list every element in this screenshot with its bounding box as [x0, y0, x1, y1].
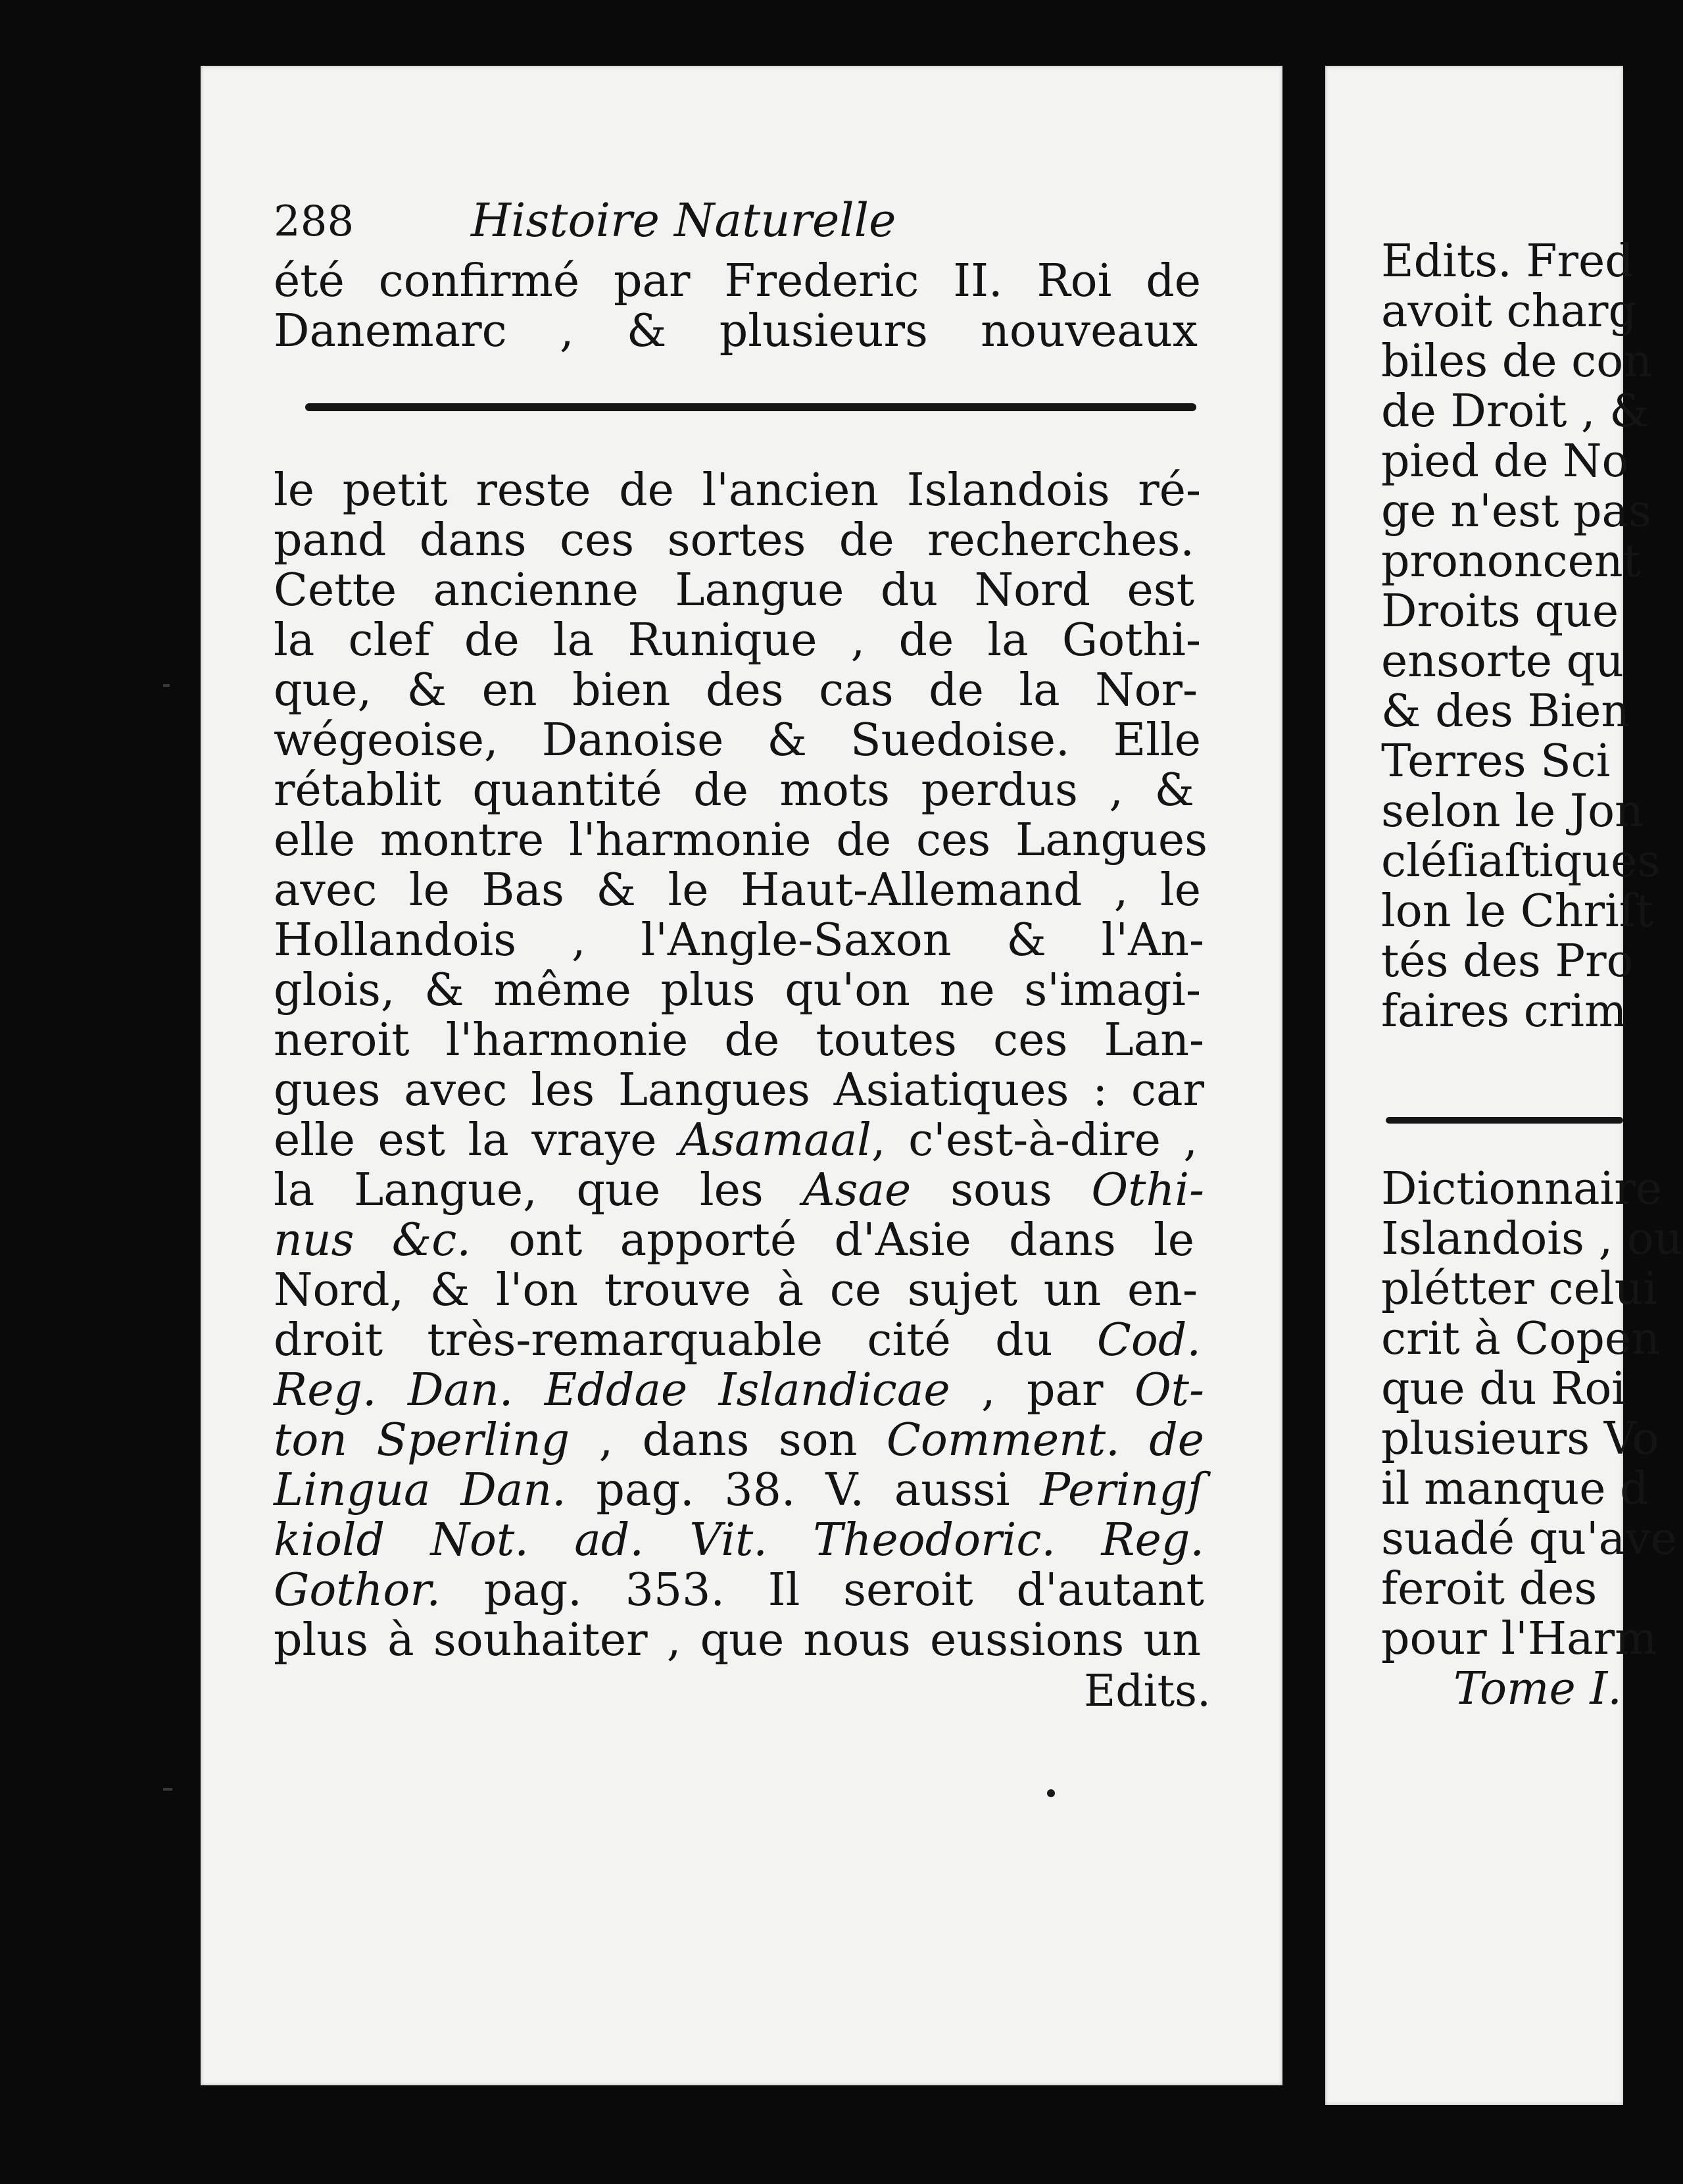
text-line: droit très-remarquable cité du Cod.: [274, 1314, 1201, 1366]
text-line: plus à souhaiter , que nous eussions un: [274, 1614, 1201, 1666]
text-line: tés des Pro: [1381, 935, 1634, 987]
text-line: il manque d: [1381, 1463, 1649, 1515]
text-line: & des Bien: [1381, 685, 1630, 737]
text-line: Reg. Dan. Eddae Islandicae , par Ot-: [274, 1364, 1204, 1416]
text-line: Lingua Dan. pag. 38. V. aussi Peringſ: [274, 1464, 1204, 1516]
text-line: wégeoise, Danoise & Suedoise. Elle: [274, 714, 1201, 766]
page-number: 288: [274, 197, 354, 246]
text-line: plusieurs Vo: [1381, 1413, 1659, 1465]
text-line: que, & en bien des cas de la Nor-: [274, 664, 1198, 716]
text-line: suadé qu'ave: [1381, 1513, 1677, 1565]
separator-rule: [1386, 1117, 1623, 1124]
text-line: ge n'est pas: [1381, 485, 1651, 537]
text-line: Cette ancienne Langue du Nord est: [274, 564, 1194, 616]
text-line: pand dans ces sortes de recherches.: [274, 514, 1194, 566]
text-line: elle montre l'harmonie de ces Langues: [274, 814, 1207, 866]
text-line: la clef de la Runique , de la Gothi-: [274, 614, 1201, 666]
text-line: la Langue, que les Asae sous Othi-: [274, 1164, 1204, 1216]
text-line: Edits. Fred: [1381, 236, 1634, 287]
catchword: Edits.: [1084, 1666, 1211, 1716]
text-line: elle est la vraye Asamaal, c'est-à-dire ,: [274, 1114, 1198, 1166]
text-line: cléſiaſtiques: [1381, 835, 1661, 887]
text-line: pied de No: [1381, 435, 1629, 487]
text-line: Nord, & l'on trouve à ce sujet un en-: [274, 1264, 1198, 1316]
text-line: faires crim: [1381, 985, 1627, 1037]
text-line: crit à Copen: [1381, 1313, 1660, 1365]
text-line: feroit des: [1381, 1563, 1598, 1615]
text-line: rétablit quantité de mots perdus , &: [274, 764, 1194, 816]
text-line: gues avec les Langues Asiatiques : car: [274, 1064, 1204, 1116]
text-line: le petit reste de l'ancien Islandois ré-: [274, 464, 1201, 516]
text-line: avec le Bas & le Haut-Allemand , le: [274, 864, 1201, 916]
text-line: Droits que: [1381, 585, 1619, 637]
text-line: ton Sperling , dans son Comment. de: [274, 1414, 1204, 1466]
text-line: plétter celui: [1381, 1263, 1658, 1315]
text-line: Danemarc , & plusieurs nouveaux: [274, 305, 1198, 357]
text-line: selon le Jon: [1381, 785, 1644, 837]
text-line: lon le Chriſt: [1381, 885, 1654, 937]
text-line: neroit l'harmonie de toutes ces Lan-: [274, 1014, 1204, 1066]
separator-rule: [305, 403, 1196, 411]
signature-mark: Tome I.: [1453, 1663, 1622, 1715]
text-line: été confirmé par Frederic II. Roi de: [274, 255, 1201, 307]
text-line: Islandois , ou: [1381, 1213, 1683, 1265]
text-line: biles de con: [1381, 335, 1652, 387]
ink-speck: [1047, 1789, 1055, 1797]
film-edge-mark: [163, 1788, 172, 1791]
running-title: Histoire Naturelle: [471, 193, 896, 247]
text-line: avoit charg: [1381, 285, 1638, 337]
text-line: glois, & même plus qu'on ne s'imagi-: [274, 964, 1201, 1016]
text-line: de Droit , &: [1381, 385, 1649, 437]
film-edge-mark: [163, 684, 170, 687]
text-line: ensorte qu: [1381, 635, 1624, 687]
text-line: kiold Not. ad. Vit. Theodoric. Reg.: [274, 1514, 1204, 1566]
page-header: [274, 193, 1122, 257]
text-line: Dictionnaire: [1381, 1163, 1662, 1215]
text-line: Gothor. pag. 353. Il seroit d'autant: [274, 1564, 1204, 1616]
text-line: pour l'Harm: [1381, 1613, 1657, 1665]
text-line: Terres Sci: [1381, 735, 1611, 787]
text-line: nus &c. ont apporté d'Asie dans le: [274, 1214, 1194, 1266]
text-line: Hollandois , l'Angle-Saxon & l'An-: [274, 914, 1204, 966]
text-line: que du Roi: [1381, 1363, 1626, 1415]
text-line: prononcent: [1381, 535, 1641, 587]
